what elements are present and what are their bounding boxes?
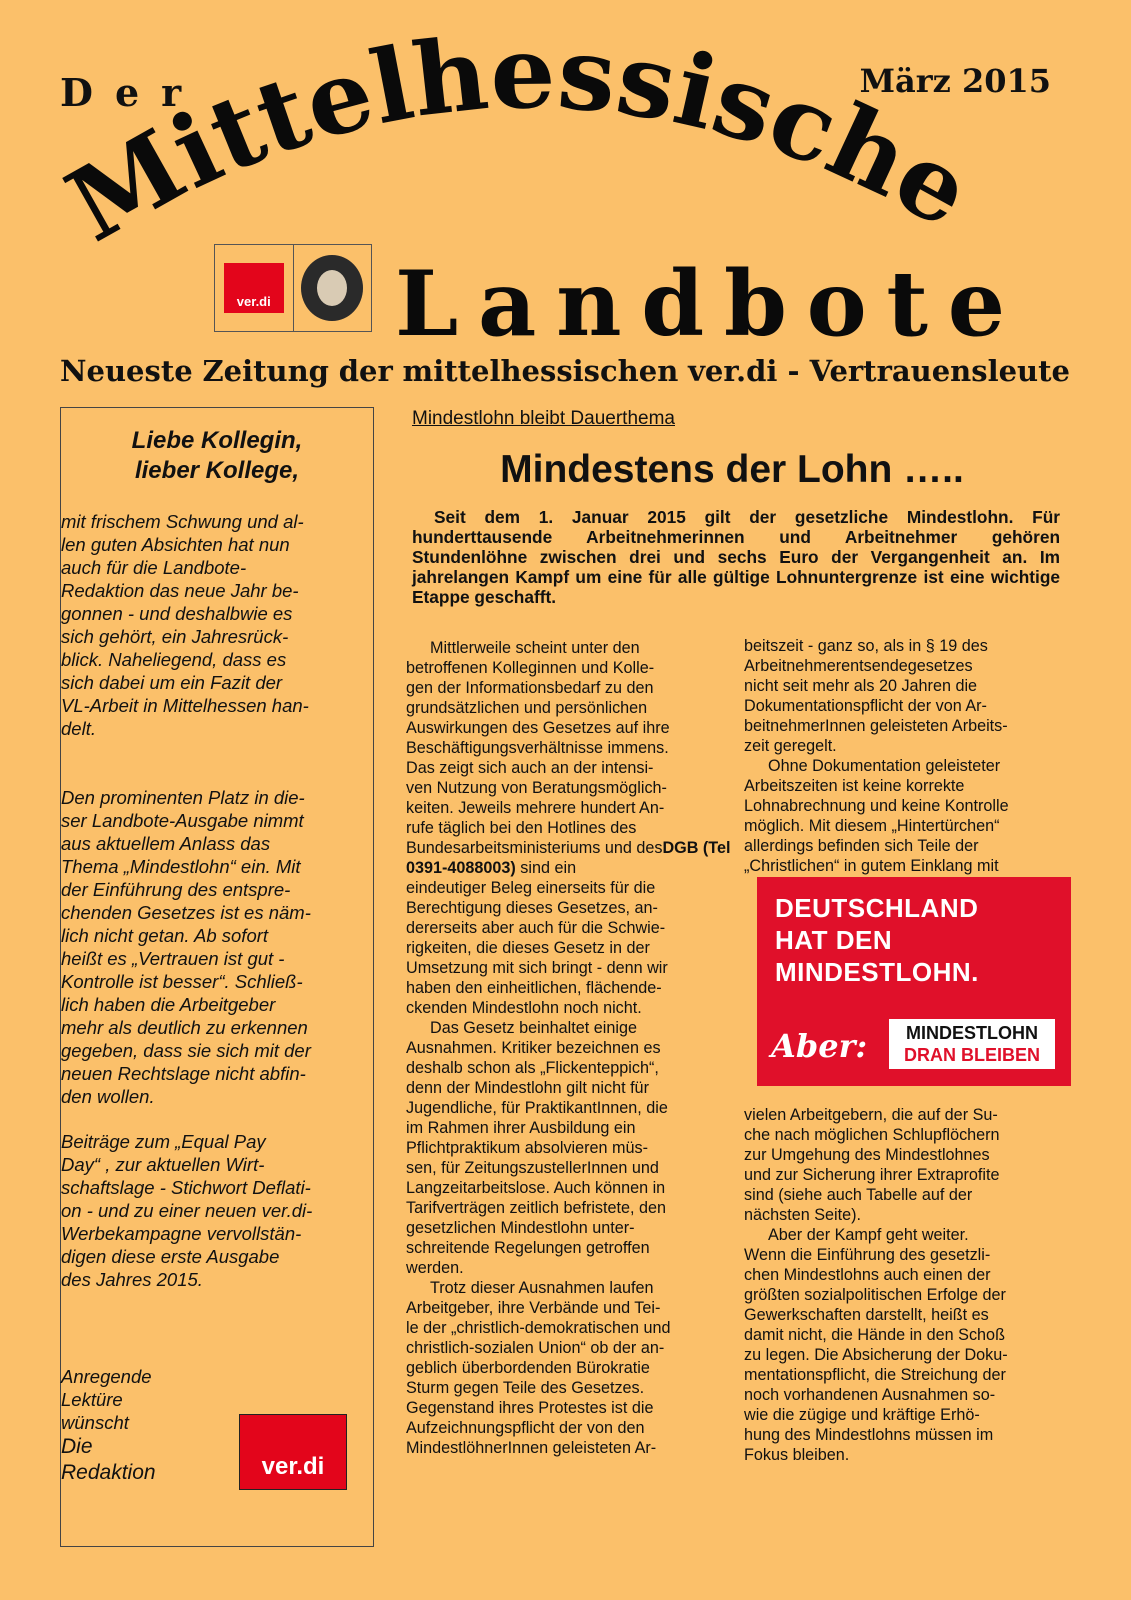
article-paragraph: Das Gesetz beinhaltet einige Ausnahmen. Kritiker bezeichnen es deshalb schon als „Flickenteppich“, denn der Mindestlohn gilt nicht für Jugendliche, für PraktikantInnen, die im Rahmen ihrer Ausbildung ein Pflichtpraktikum absolvieren müs- sen, für ZeitungszustellerInnen und Langzeitarbeitslose. Auch können in Tarifverträgen zeitlich befristete, den gesetzlichen Mindestlohn unter- schreitende Regelungen getroffen werden. <box>406 1019 668 1277</box>
article-paragraph: Mittlerweile scheint unter den betroffenen Kolleginnen und Kolle- gen der Informationsbedarf zu den grundsätzlichen und persönlichen Auswirkungen des Gesetzes auf ihre Beschäftigungsverhältnisse immens. Das zeigt sich auch an der intensi- ven Nutzung von Beratungsmöglich- keiten. Jeweils mehrere hundert An- rufe täglich bei den Hotlines des Bundesarbeitsministeriums und desDGB (Tel 0391-4088003) sind ein eindeutiger Beleg einerseits für die Berechtigung dieses Gesetzes, an- dererseits aber auch für die Schwie- rigkeiten, die dieses Gesetz in der Umsetzung mit sich bringt - denn wir haben den einheitlichen, flächende- ckenden Mindestlohn noch nicht. <box>406 639 731 1017</box>
article-column-1 <box>406 638 731 1458</box>
article-column-2-bottom <box>744 1105 1062 1465</box>
article-paragraph: Trotz dieser Ausnahmen laufen Arbeitgeber, ihre Verbände und Tei- le der „christlich-demokratischen und christlich-sozialen Union“ ob der an- geblich überbordenden Bürokratie Sturm gegen Teile des Gesetzes. Gegenstand ihres Protestes ist die Aufzeichnungspflicht der von den MindestlöhnerInnen geleisteten Ar- <box>406 1279 671 1457</box>
portrait-icon <box>301 255 363 321</box>
issue-date: März 2015 <box>859 62 1051 100</box>
masthead-subtitle: Neueste Zeitung der mittelhessischen ver.di - Vertrauensleute <box>60 354 1070 388</box>
article-paragraph: Ohne Dokumentation geleisteter Arbeitszeiten ist keine korrekte Lohnabrechnung und keine Kontrolle möglich. Mit diesem „Hintertürchen“ allerdings befinden sich Teile der „Christlichen“ in gutem Einklang mit <box>744 757 1009 875</box>
poster-badge: MINDESTLOHN DRAN BLEIBEN <box>889 1019 1055 1069</box>
sidebar-greeting: Liebe Kollegin, lieber Kollege, <box>131 427 303 484</box>
masthead-title <box>0 0 1131 350</box>
mindestlohn-poster: DEUTSCHLAND HAT DEN MINDESTLOHN. Aber: MINDESTLOHN DRAN BLEIBEN <box>757 877 1071 1086</box>
masthead-title-line1: Mittelhessische <box>48 13 990 265</box>
dgb-hotline: DGB (Tel 0391-4088003) <box>406 839 731 877</box>
poster-aber: Aber: <box>771 1027 868 1065</box>
article-paragraph: beitszeit - ganz so, als in § 19 des Arbeitnehmerentsendegesetzes nicht seit mehr als 20 Jahren die Dokumentationspflicht der von Ar- beitnehmerInnen geleisteten Arbeits- zeit geregelt. <box>744 637 1008 755</box>
article-lead: Seit dem 1. Januar 2015 gilt der gesetzliche Mindestlohn. Für hunderttausende Arbeitnehmerinnen und Arbeitnehmer gehören Stundenlöhne zwischen drei und sechs Euro der Vergangenheit an. Im jahrelangen Kampf um eine für alle gültige Lohnuntergrenze ist eine wichtige Etappe geschafft. <box>412 507 1060 607</box>
article-column-2-top <box>744 636 1062 876</box>
sidebar-paragraph: Den prominenten Platz in die- ser Landbote-Ausgabe nimmt aus aktuellem Anlass das Thema „Mindestlohn“ ein. Mit der Einführung des entspre- chenden Gesetzes ist es näm- lich nicht getan. Ab sofort heißt es „Vertrauen ist gut - Kontrolle ist besser“. Schließ- lich haben die Arbeitgeber mehr als deutlich zu erkennen gegeben, dass sie sich mit der neuen Rechtslage nicht abfin- den wollen. <box>61 787 311 1107</box>
masthead-title-line2: Landbote <box>395 251 1005 350</box>
sidebar-signature: Anregende Lektüre wünscht Die Redaktion <box>61 1366 156 1484</box>
article-kicker: Mindestlohn bleibt Dauerthema <box>412 408 675 429</box>
article-paragraph: vielen Arbeitgebern, die auf der Su- che nach möglichen Schlupflöchern zur Umgehung des Mindestlohnes und zur Sicherung ihrer Extraprofite sind (siehe auch Tabelle auf der nächsten Seite). <box>744 1106 1000 1224</box>
masthead-logos <box>214 244 372 332</box>
sidebar-paragraph: mit frischem Schwung und al- len guten Absichten hat nun auch für die Landbote- Redaktion das neue Jahr be- gonnen - und deshalbwie es sich gehört, ein Jahresrück- blick. Naheliegend, dass es sich dabei um ein Fazit der VL-Arbeit in Mittelhessen han- delt. <box>61 511 309 739</box>
article-paragraph: Aber der Kampf geht weiter. Wenn die Einführung des gesetzli- chen Mindestlohns auch einen der größten sozialpolitischen Erfolge der Gewerkschaften darstellt, heißt es damit nicht, die Hände in den Schoß zu legen. Die Absicherung der Doku- mentationspflicht, die Streichung der noch vorhandenen Ausnahmen so- wie die zügige und kräftige Erhö- hung des Mindestlohns müssen im Fokus bleiben. <box>744 1226 1008 1464</box>
editorial-sidebar <box>60 407 374 1547</box>
masthead-der: Der <box>60 70 204 115</box>
verdi-logo: ver.di <box>224 263 284 313</box>
article-headline: Mindestens der Lohn ….. <box>500 448 964 491</box>
verdi-logo: ver.di <box>239 1414 347 1490</box>
sidebar-paragraph: Beiträge zum „Equal Pay Day“ , zur aktuellen Wirt- schaftslage - Stichwort Deflati- on - und zu einer neuen ver.di- Werbekampagne vervollstän- digen diese erste Ausgabe des Jahres 2015. <box>61 1131 313 1290</box>
